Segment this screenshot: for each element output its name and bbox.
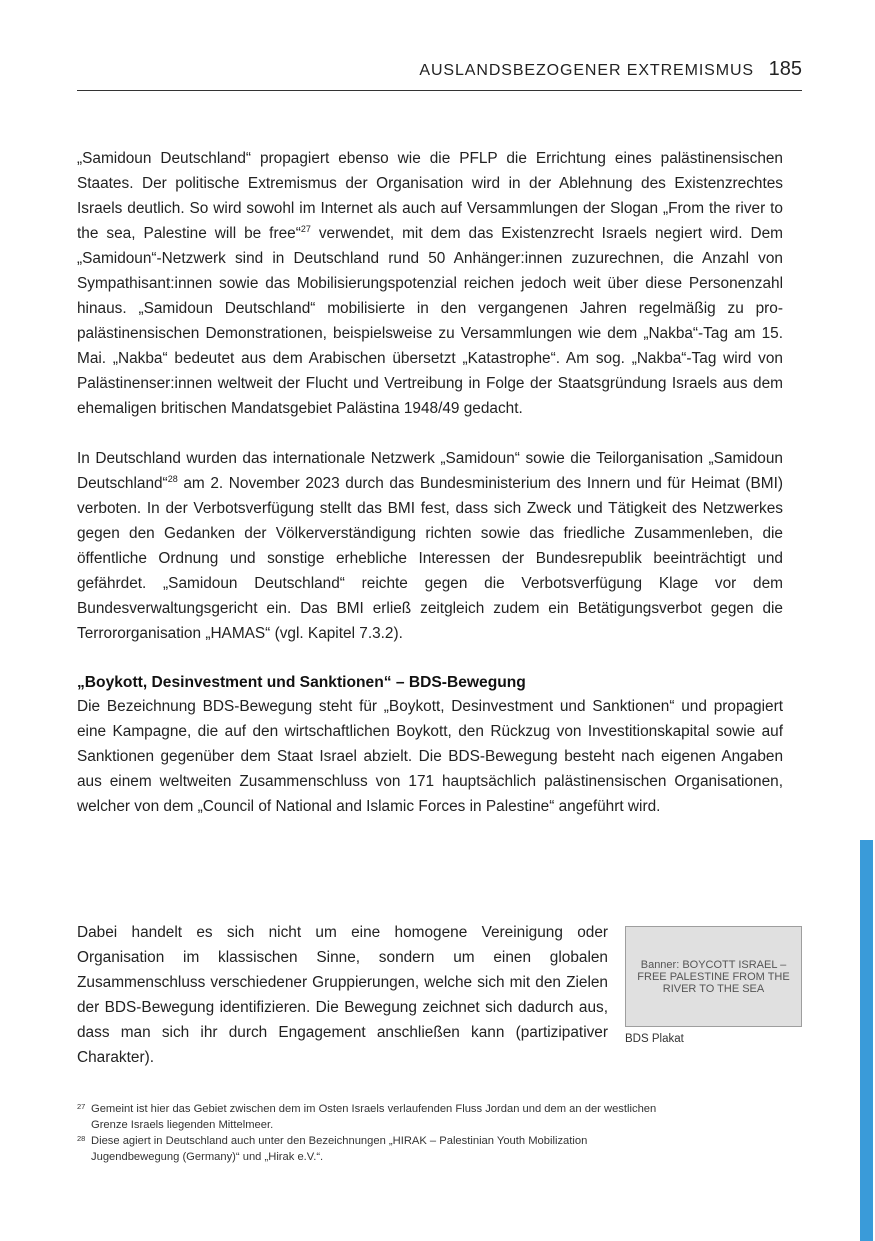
paragraph-bds-description: Dabei handelt es sich nicht um eine homogene Vereinigung oder Organisation im klassischen Sinne, sondern um einen globalen Zusammenschluss verschiedener Gruppierungen, welche sich mit den Zielen der BDS-Bewegung identifizieren. Die Bewegung zeichnet sich dadurch aus, dass man sich ihr durch Engagement anschließen kann (partizipativer Charakter). bbox=[77, 924, 608, 1066]
section-heading-bds: „Boykott, Desinvestment und Sanktionen“ – BDS-Bewegung bbox=[77, 674, 526, 691]
footnote-ref-27[interactable]: 27 bbox=[300, 223, 311, 234]
figure-bds-poster bbox=[625, 926, 802, 1045]
paragraph-bds-definition: Die Bezeichnung BDS-Bewegung steht für „Boykott, Desinvestment und Sanktionen“ und propagiert eine Kampagne, die auf den wirtschaftlichen Boykott, den Rückzug von Investitionskapital sowie auf Sanktionen gegenüber dem Staat Israel abzielt. Die BDS-Bewegung besteht nach eigenen Angaben aus einem weltweiten Zusammenschluss von 171 hauptsächlich palästinensischen Organisationen, welcher von dem „Council of National and Islamic Forces in Palestine“ angeführt wird. bbox=[77, 698, 783, 815]
footnotes bbox=[77, 1101, 677, 1165]
paragraph-verbot: In Deutschland wurden das internationale Netzwerk „Samidoun“ sowie die Teilorganisation „Samidoun Deutschland“$^{28}$ am 2. November 2023 durch das Bundesministerium des Innern und für Heimat (BMI) verboten. In der Verbotsverfügung stellt das BMI fest, dass sich Zweck und Tätigkeit des Netzwerkes gegen den Gedanken der Völkerverständigung richten sowie das friedliche Zusammenleben, die öffentliche Ordnung und sonstige erhebliche Interessen der Bundesrepublik beeinträchtigt und gefährdet. „Samidoun Deutschland“ reichte gegen die Verbotsverfügung Klage vor dem Bundesverwaltungsgericht ein. Das BMI erließ zeitgleich zudem ein Betätigungsverbot gegen die Terrororganisation „HAMAS“ (vgl. Kapitel 7.3.2). bbox=[77, 450, 783, 642]
footnote-number: 28 bbox=[77, 1134, 86, 1143]
footnote-text: Gemeint ist hier das Gebiet zwischen dem im Osten Israels verlaufenden Fluss Jordan und dem an der westlichen Grenze Israels liegenden Mittelmeer. bbox=[91, 1103, 657, 1131]
paragraph-bds-description-wrap bbox=[77, 920, 608, 1070]
main-content bbox=[77, 146, 783, 819]
footnote-28 bbox=[77, 1133, 677, 1165]
footnote-ref-28[interactable]: 28 bbox=[167, 473, 178, 484]
running-header bbox=[77, 58, 802, 91]
footnote-number: 27 bbox=[77, 1102, 86, 1111]
footnote-text: Diese agiert in Deutschland auch unter den Bezeichnungen „HIRAK – Palestinian Youth Mobilization Jugendbewegung (Germany)“ und „Hirak e.V.“. bbox=[91, 1135, 588, 1163]
chapter-title: AUSLANDSBEZOGENER EXTREMISMUS bbox=[419, 62, 754, 79]
figure-caption: BDS Plakat bbox=[625, 1033, 684, 1045]
paragraph-samidoun: „Samidoun Deutschland“ propagiert ebenso wie die PFLP die Errichtung eines palästinensischen Staates. Der politische Extremismus der Organisation wird in der Ablehnung des Existenzrechtes Israels deutlich. So wird sowohl im Internet als auch auf Versammlungen der Slogan „From the river to the sea, Palestine will be free“$^{27}$ verwendet, mit dem das Existenzrecht Israels negiert wird. Dem „Samidoun“-Netzwerk sind in Deutschland rund 50 Anhänger:innen zuzurechnen, die Anzahl von Sympathisant:innen sowie das Mobilisierungspotenzial reichen jedoch weit über diese Personenzahl hinaus. „Samidoun Deutschland“ mobilisierte in den vergangenen Jahren regelmäßig zu pro-palästinensischen Demonstrationen, beispielsweise zu Versammlungen wie dem „Nakba“-Tag am 15. Mai. „Nakba“ bedeutet aus dem Arabischen übersetzt „Katastrophe“. Am sog. „Nakba“-Tag wird von Palästinenser:innen weltweit der Flucht und Vertreibung in Folge der Staatsgründung Israels aus dem ehemaligen britischen Mandatsgebiet Palästina 1948/49 gedacht. bbox=[77, 150, 783, 417]
bds-poster-image: Banner: BOYCOTT ISRAEL – FREE PALESTINE FROM THE RIVER TO THE SEA bbox=[625, 926, 802, 1027]
footnote-27 bbox=[77, 1101, 677, 1133]
chapter-tab-bar bbox=[860, 840, 873, 1241]
page-number: 185 bbox=[768, 58, 802, 80]
